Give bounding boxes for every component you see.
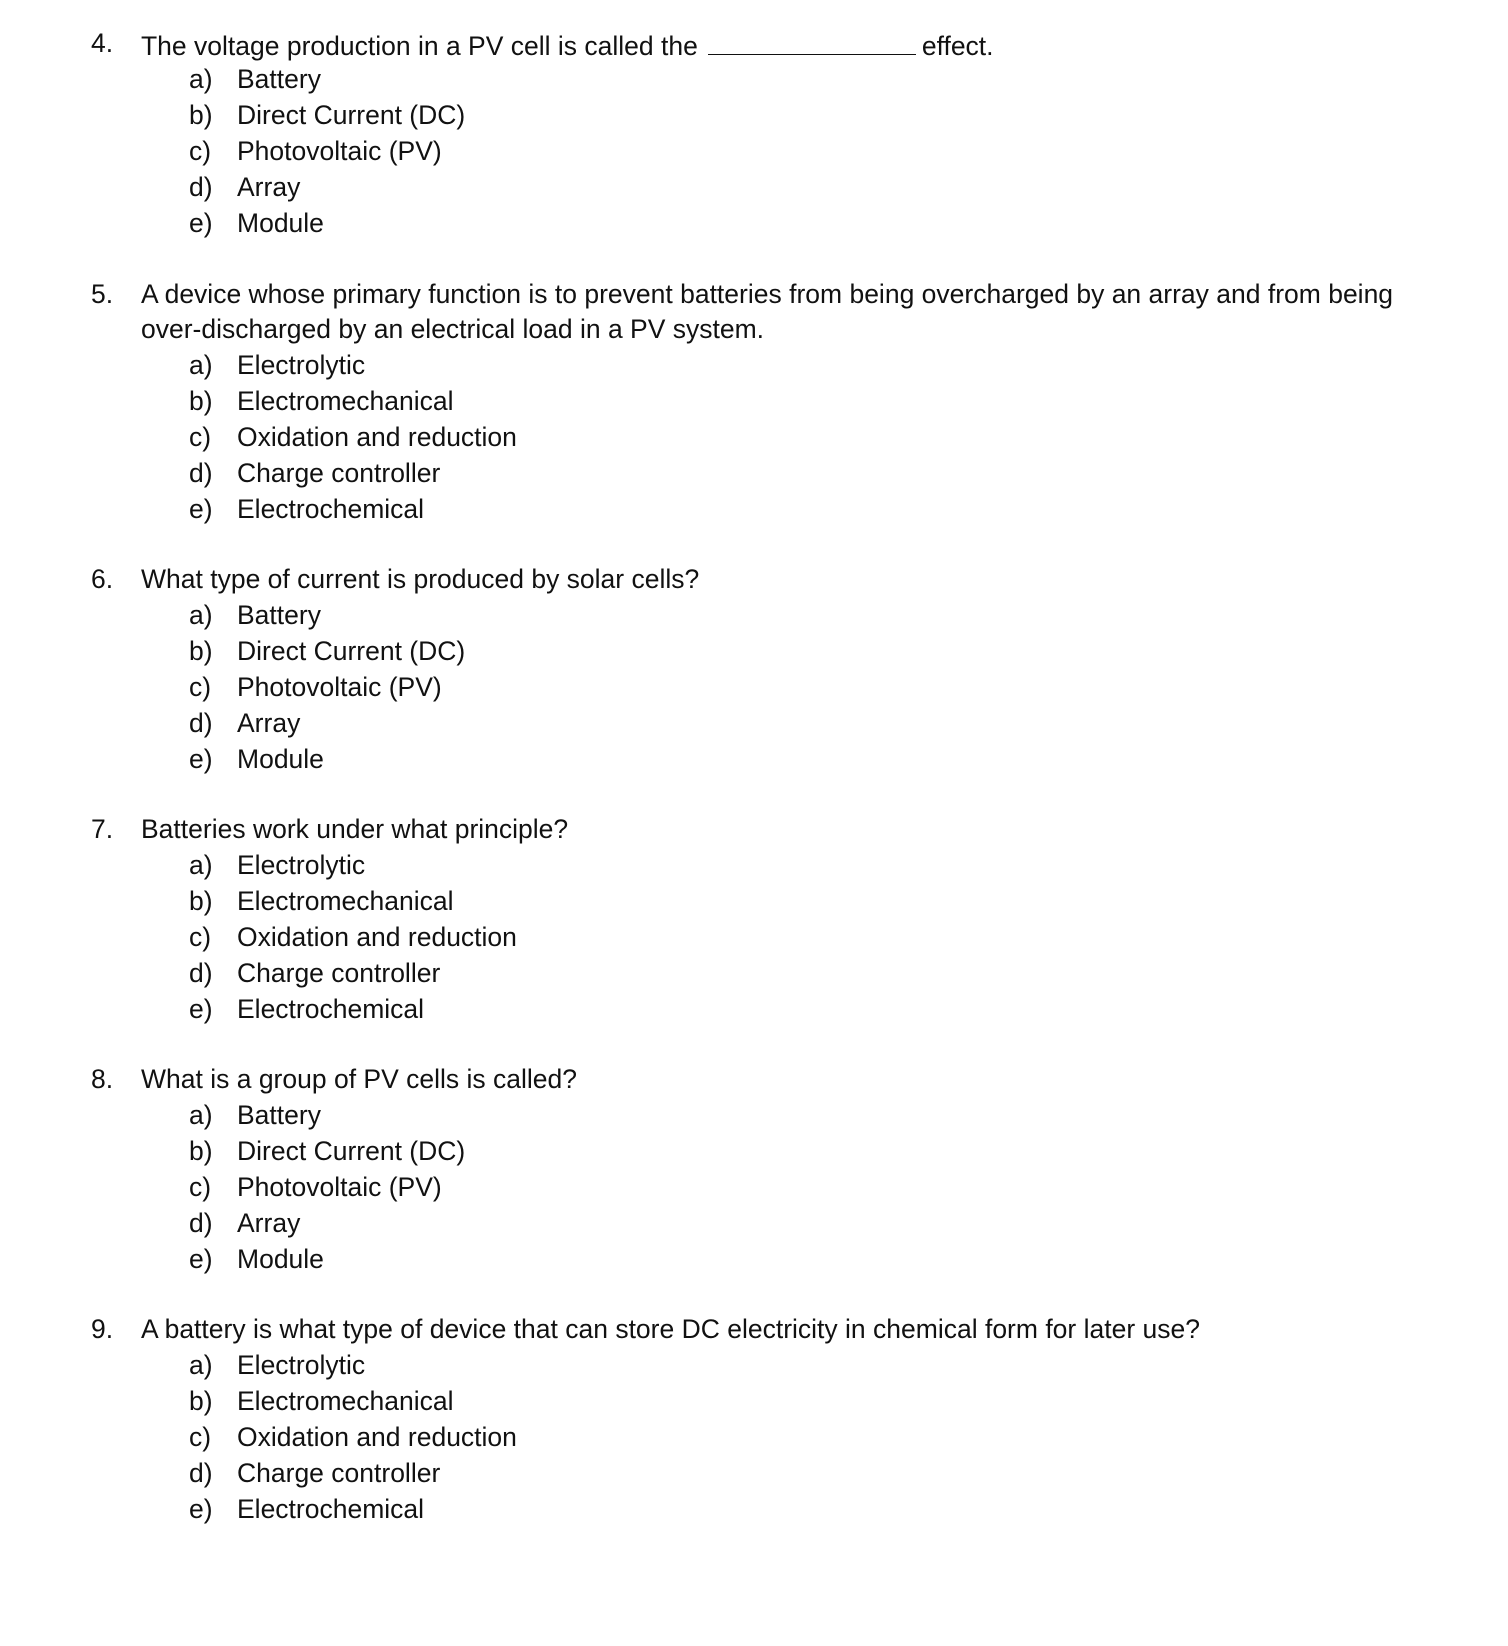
option-a: a) Electrolytic — [189, 850, 366, 880]
question-text: A device whose primary function is to prevent batteries from being overcharged by an array and from being — [141, 279, 1394, 309]
option-b: b) Direct Current (DC) — [189, 1136, 466, 1166]
option-e: e) Module — [189, 744, 324, 774]
option-a: a) Battery — [189, 64, 321, 94]
option-a: a) Electrolytic — [189, 1350, 366, 1380]
option-c: c) Oxidation and reduction — [189, 922, 517, 952]
option-a: a) Battery — [189, 600, 321, 630]
option-e: e) Module — [189, 208, 324, 238]
question-8 — [0, 1062, 1508, 1277]
question-text: What type of current is produced by solar cells? — [141, 564, 700, 594]
option-d: d) Array — [189, 1208, 301, 1238]
option-d: d) Array — [189, 172, 301, 202]
question-text: What is a group of PV cells is called? — [141, 1064, 577, 1094]
question-stem — [0, 277, 1508, 312]
question-9 — [0, 1312, 1508, 1527]
option-d: d) Charge controller — [189, 1458, 441, 1488]
question-number: 6. — [91, 564, 114, 594]
option-list — [0, 61, 1508, 241]
option-c: c) Oxidation and reduction — [189, 1422, 517, 1452]
question-number: 4. — [91, 28, 114, 58]
option-d: d) Array — [189, 708, 301, 738]
option-e: e) Electrochemical — [189, 1494, 425, 1524]
question-7 — [0, 812, 1508, 1027]
question-5 — [0, 277, 1508, 527]
question-4 — [0, 26, 1508, 241]
option-list — [0, 1347, 1508, 1527]
option-b: b) Electromechanical — [189, 386, 454, 416]
option-b: b) Direct Current (DC) — [189, 636, 466, 666]
option-list — [0, 347, 1508, 527]
question-stem — [0, 26, 1508, 61]
question-stem — [0, 1312, 1508, 1347]
question-stem-continued — [0, 312, 1508, 347]
question-stem — [0, 812, 1508, 847]
option-a: a) Battery — [189, 1100, 321, 1130]
question-number: 9. — [91, 1314, 114, 1344]
option-b: b) Direct Current (DC) — [189, 100, 466, 130]
question-6 — [0, 562, 1508, 777]
question-number: 8. — [91, 1064, 114, 1094]
question-text: A battery is what type of device that can store DC electricity in chemical form for later use? — [141, 1314, 1200, 1344]
option-d: d) Charge controller — [189, 458, 441, 488]
answer-blank — [708, 26, 916, 55]
option-e: e) Module — [189, 1244, 324, 1274]
question-text: over-discharged by an electrical load in a PV system. — [141, 314, 765, 344]
option-list — [0, 847, 1508, 1027]
option-d: d) Charge controller — [189, 958, 441, 988]
question-text: The voltage production in a PV cell is called the effect. — [141, 26, 994, 64]
option-b: b) Electromechanical — [189, 886, 454, 916]
option-a: a) Electrolytic — [189, 350, 366, 380]
option-list — [0, 1097, 1508, 1277]
option-e: e) Electrochemical — [189, 494, 425, 524]
option-c: c) Photovoltaic (PV) — [189, 136, 442, 166]
option-list — [0, 597, 1508, 777]
question-stem — [0, 562, 1508, 597]
option-b: b) Electromechanical — [189, 1386, 454, 1416]
question-number: 5. — [91, 279, 114, 309]
option-c: c) Photovoltaic (PV) — [189, 1172, 442, 1202]
question-number: 7. — [91, 814, 114, 844]
question-text: Batteries work under what principle? — [141, 814, 569, 844]
option-e: e) Electrochemical — [189, 994, 425, 1024]
option-c: c) Photovoltaic (PV) — [189, 672, 442, 702]
option-c: c) Oxidation and reduction — [189, 422, 517, 452]
question-stem — [0, 1062, 1508, 1097]
